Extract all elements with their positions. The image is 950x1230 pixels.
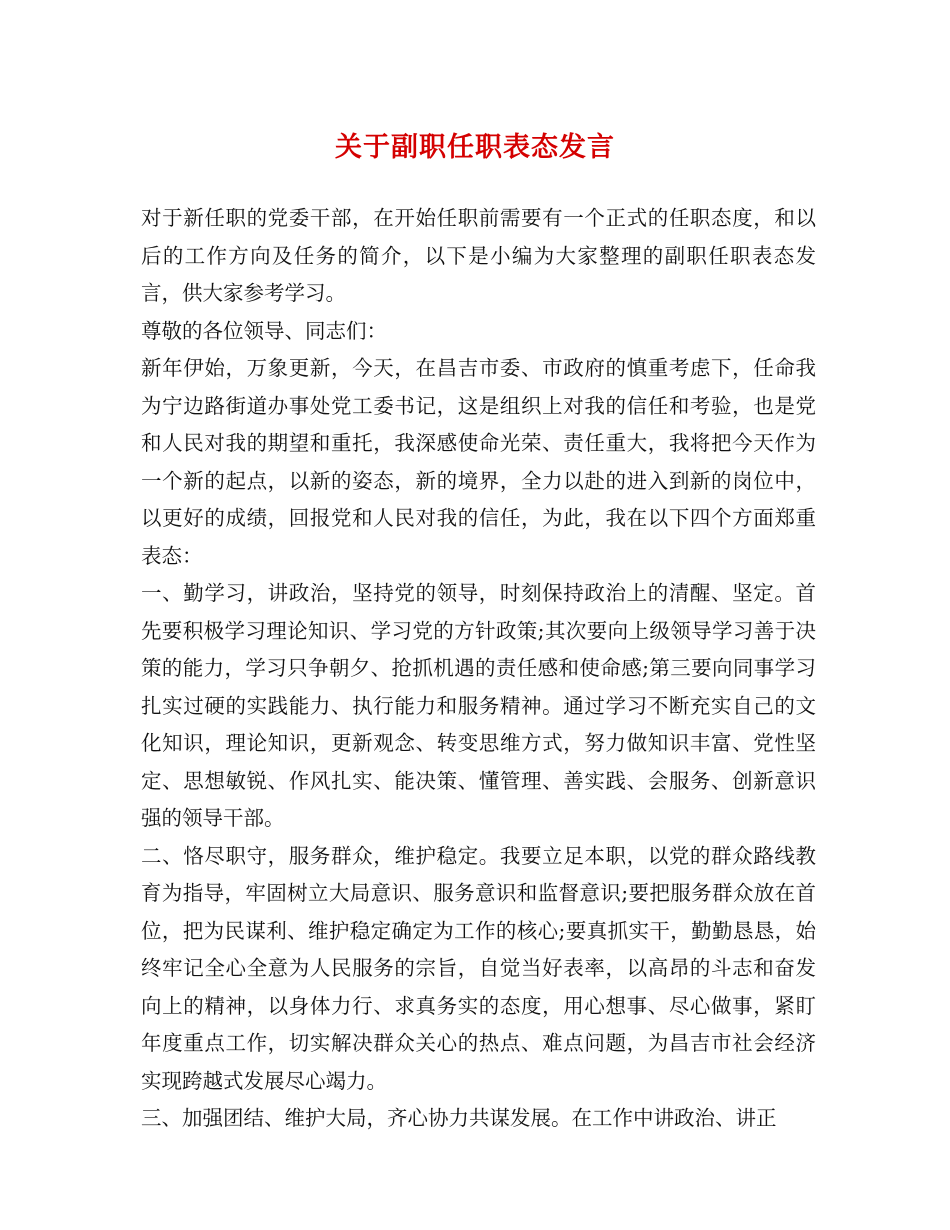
document-title: 关于副职任职表态发言 [335,132,615,163]
paragraph-point-one: 一、勤学习，讲政治，坚持党的领导，时刻保持政治上的清醒、坚定。首先要积极学习理论知识、学习党的方针政策;其次要向上级领导学习善于决策的能力，学习只争朝夕、抢抓机遇的责任感和使命感;第三要向同事学习扎实过硬的实践能力、执行能力和服务精神。通过学习不断充实自己的文化知识，理论知识，更新观念、转变思维方式，努力做知识丰富、党性坚定、思想敏锐、作风扎实、能决策、懂管理、善实践、会服务、创新意识强的领导干部。 [141,581,816,830]
paragraph-point-three: 三、加强团结、维护大局，齐心协力共谋发展。在工作中讲政治、讲正 [141,1106,777,1130]
paragraph-intro: 对于新任职的党委干部，在开始任职前需要有一个正式的任职态度，和以后的工作方向及任务的简介，以下是小编为大家整理的副职任职表态发言，供大家参考学习。 [141,206,816,305]
document-body [141,200,816,1138]
paragraph-opening: 新年伊始，万象更新，今天，在昌吉市委、市政府的慎重考虑下，任命我为宁边路街道办事处党工委书记，这是组织上对我的信任和考验，也是党和人民对我的期望和重托，我深感使命光荣、责任重大，我将把今天作为一个新的起点，以新的姿态，新的境界，全力以赴的进入到新的岗位中，以更好的成绩，回报党和人民对我的信任，为此，我在以下四个方面郑重表态： [141,356,816,568]
paragraph-point-two: 二、恪尽职守，服务群众，维护稳定。我要立足本职，以党的群众路线教育为指导，牢固树立大局意识、服务意识和监督意识;要把服务群众放在首位，把为民谋利、维护稳定确定为工作的核心;要真抓实干，勤勤恳恳，始终牢记全心全意为人民服务的宗旨，自觉当好表率，以高昂的斗志和奋发向上的精神，以身体力行、求真务实的态度，用心想事、尽心做事，紧盯年度重点工作，切实解决群众关心的热点、难点问题，为昌吉市社会经济实现跨越式发展尽心竭力。 [141,843,816,1093]
paragraph-salutation: 尊敬的各位领导、同志们： [141,318,387,343]
